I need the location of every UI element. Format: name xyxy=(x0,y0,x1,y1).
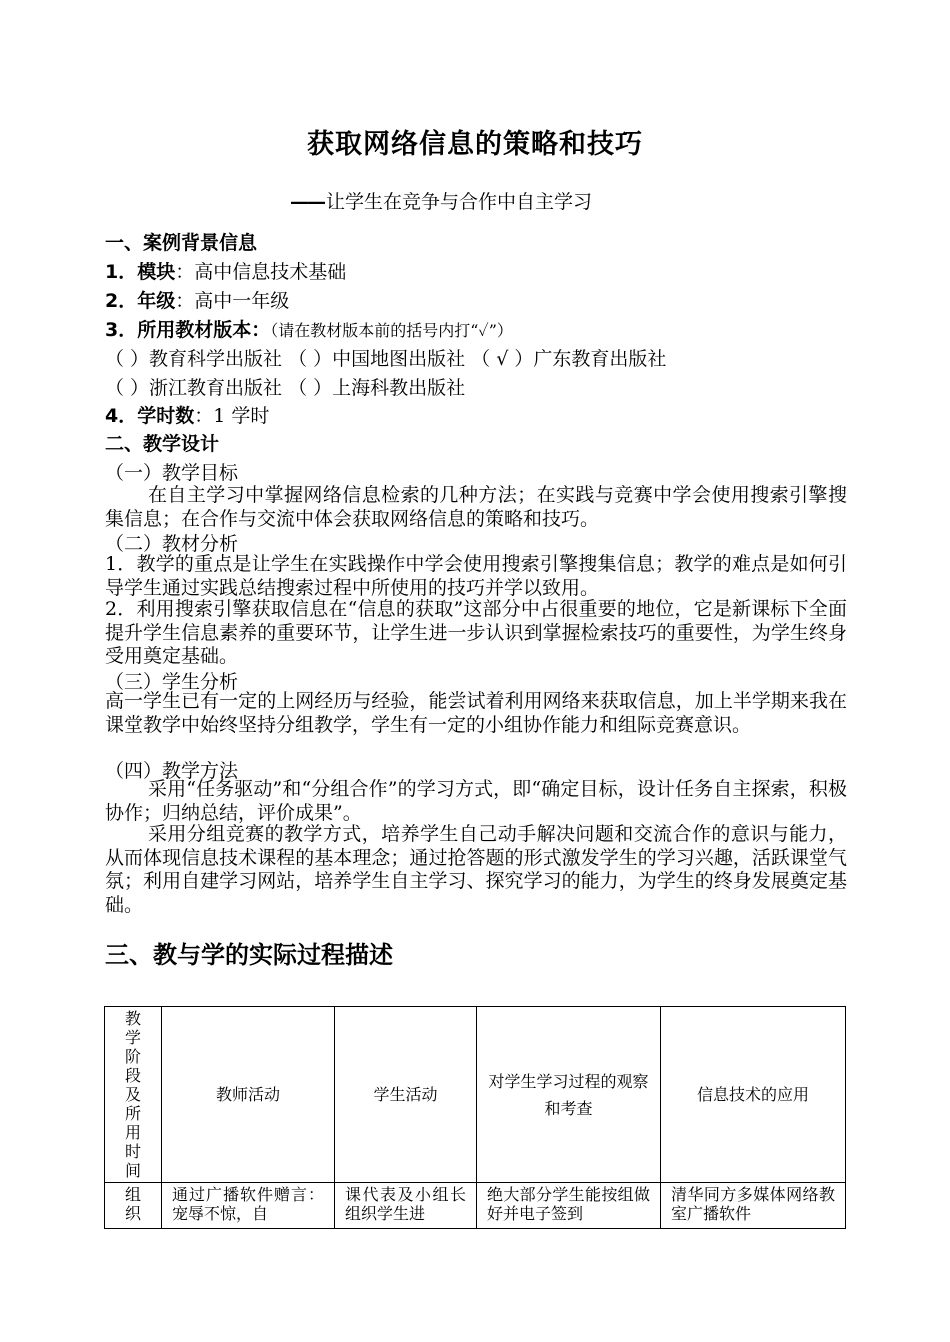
header-student: 学生活动 xyxy=(373,1085,438,1104)
row-student-cell xyxy=(335,1183,477,1229)
publishers-row2: （ ）浙江教育出版社 （ ）上海科教出版社 xyxy=(105,377,466,399)
row-teacher-cell xyxy=(162,1183,335,1229)
hours-value: ：1 学时 xyxy=(194,405,270,427)
row-teacher: 通过广播软件赠言：宠辱不惊，自 xyxy=(172,1185,324,1223)
header-teacher: 教师活动 xyxy=(215,1085,280,1104)
textbook-line xyxy=(105,315,513,342)
row-it: 清华同方多媒体网络教室广播软件 xyxy=(671,1185,835,1223)
methods-para-2: 采用分组竞赛的教学方式，培养学生自己动手解决问题和交流合作的意识与能力，从而体现信息技术课程的基本理念；通过抢答题的形式激发学生的学习兴趣，活跃课堂气氛；利用自建学习网站，培养学生自主学习、探究学习的能力，为学生的终身发展奠定基础。 xyxy=(105,823,847,916)
students-text: 高一学生已有一定的上网经历与经验，能尝试着利用网络来获取信息，加上半学期来我在课堂教学中始终坚持分组教学，学生有一定的小组协作能力和组际竞赛意识。 xyxy=(105,690,847,736)
row-stage: 组织 xyxy=(125,1185,141,1223)
document-subtitle xyxy=(290,187,592,214)
table-row xyxy=(105,1183,846,1229)
grade-value: ：高中一年级 xyxy=(175,290,290,312)
subtitle-text: 让学生在竞争与合作中自主学习 xyxy=(326,191,593,213)
section1-heading: 一、案例背景信息 xyxy=(105,232,258,254)
hours-line xyxy=(105,401,269,428)
row-observation-cell xyxy=(477,1183,661,1229)
section3-heading: 三、教与学的实际过程描述 xyxy=(105,941,393,969)
process-table xyxy=(104,1006,846,1229)
header-stage-cell xyxy=(105,1007,162,1183)
material-point-1: 1．教学的重点是让学生在实践操作中学会使用搜索引擎搜集信息；教学的难点是如何引导学生通过实践总结搜索过程中所使用的技巧并学以致用。 xyxy=(105,553,847,599)
grade-line xyxy=(105,286,289,313)
module-value: ：高中信息技术基础 xyxy=(175,261,347,283)
row-observation: 绝大部分学生能按组做好并电子签到 xyxy=(487,1185,650,1223)
header-teacher-cell xyxy=(162,1007,335,1183)
module-line xyxy=(105,257,346,284)
header-it-cell xyxy=(661,1007,846,1183)
goals-text: 在自主学习中掌握网络信息检索的几种方法；在实践与竞赛中学会使用搜索引擎搜集信息；在合作与交流中体会获取网络信息的策略和技巧。 xyxy=(105,484,847,530)
row-stage-cell xyxy=(105,1183,162,1229)
subtitle-dash: —— xyxy=(290,191,324,213)
methods-heading: （四）教学方法 xyxy=(105,760,239,782)
textbook-label: 3．所用教材版本： xyxy=(105,319,271,341)
methods-para-1: 采用“任务驱动”和“分组合作”的学习方式，即“确定目标，设计任务自主探索，积极协作；归纳总结，评价成果”。 xyxy=(105,778,847,824)
document-title: 获取网络信息的策略和技巧 xyxy=(307,129,643,160)
header-observation-cell xyxy=(477,1007,661,1183)
header-observation: 对学生学习过程的观察和考查 xyxy=(488,1071,649,1118)
table-header-row xyxy=(105,1007,846,1183)
module-label: 1．模块 xyxy=(105,261,176,283)
students-heading: （三）学生分析 xyxy=(105,671,239,693)
material-point-2: 2．利用搜索引擎获取信息在“信息的获取”这部分中占很重要的地位，它是新课标下全面提升学生信息素养的重要环节，让学生进一步认识到掌握检索技巧的重要性，为学生终身受用奠定基础。 xyxy=(105,598,847,667)
publishers-row1: （ ）教育科学出版社 （ ）中国地图出版社 （ √ ）广东教育出版社 xyxy=(105,348,667,370)
material-heading: （二）教材分析 xyxy=(105,533,239,555)
row-student: 课代表及小组长组织学生进 xyxy=(345,1185,466,1223)
header-stage: 教学阶段及所用时间 xyxy=(125,1009,142,1180)
textbook-note: （请在教材版本前的括号内打“✓”） xyxy=(270,321,513,340)
header-it: 信息技术的应用 xyxy=(696,1085,809,1104)
hours-label: 4．学时数 xyxy=(105,405,195,427)
goals-heading: （一）教学目标 xyxy=(105,462,239,484)
header-student-cell xyxy=(335,1007,477,1183)
grade-label: 2．年级 xyxy=(105,290,176,312)
section2-heading: 二、教学设计 xyxy=(105,433,220,455)
row-it-cell xyxy=(661,1183,846,1229)
